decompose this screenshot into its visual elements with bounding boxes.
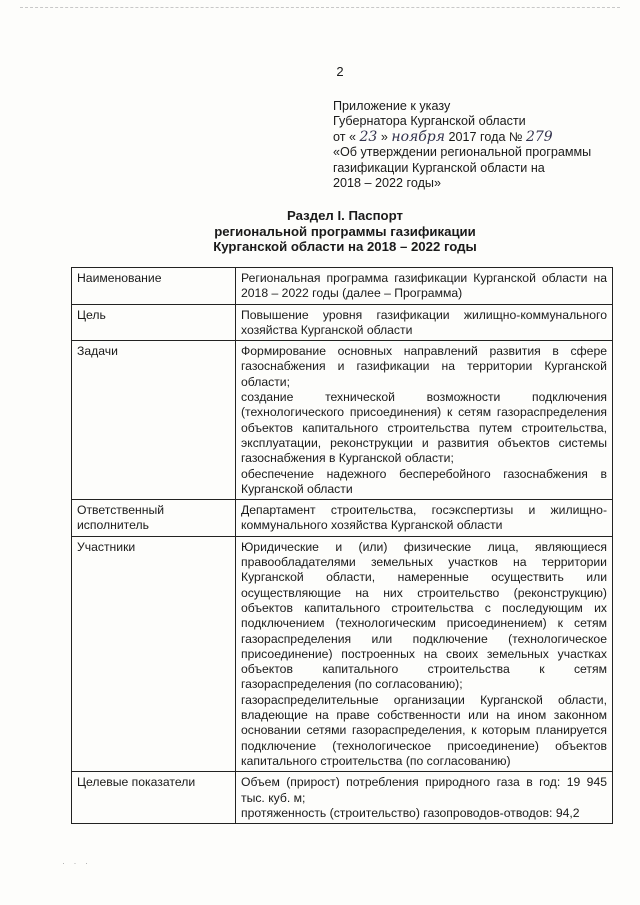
row-label: Участники: [72, 536, 236, 771]
row-label: Цель: [72, 304, 236, 341]
table-row: [72, 536, 613, 771]
handwritten-day: 23: [359, 128, 378, 145]
row-label: Целевые показатели: [72, 772, 236, 824]
page-number: 2: [336, 64, 344, 79]
table-row: [72, 304, 613, 341]
scan-bottom-mark: · · ·: [62, 858, 91, 868]
row-value: [236, 341, 613, 500]
section-title-line-2: региональной программы газификации: [214, 223, 476, 239]
row-value: [236, 500, 613, 537]
row-value-paragraph: Повышение уровня газификации жилищно-коммунального хозяйства Курганской области: [241, 307, 607, 337]
row-value-paragraph: протяженность (строительство) газопроводов-отводов: 94,2: [241, 805, 580, 820]
table-row: [72, 268, 613, 305]
row-value: [236, 772, 613, 824]
row-value-paragraph: обеспечение надежного бесперебойного газоснабжения в Курганской области: [241, 466, 607, 496]
row-value-paragraph: Юридические и (или) физические лица, являющиеся правообладателями земельных участков на территории Курганской области, намеренные осуществить или осуществляющие на них строительство (реконструкцию) объектов капитального строительства с последующим их подключением (технологическим присоединением) к сетям газораспределения или подключение (технологическое присоединение) построенных на своих земельных участках объектов капитального строительства к сетям газораспределения (по согласованию);: [241, 539, 607, 692]
table-row: [72, 500, 613, 537]
scan-top-edge-marks: [20, 7, 620, 10]
appendix-date-line: [333, 130, 623, 145]
row-value: [236, 536, 613, 771]
row-value-paragraph: Объем (прирост) потребления природного газа в год: 19 945 тыс. куб. м;: [241, 775, 607, 805]
section-title-line-3: Курганской области на 2018 – 2022 годы: [213, 239, 477, 255]
appendix-header: [333, 99, 623, 191]
row-label: Задачи: [72, 341, 236, 500]
row-value: [236, 304, 613, 341]
section-title: [80, 208, 610, 255]
appendix-line-1: Приложение к указу: [333, 99, 451, 113]
table-row: [72, 341, 613, 500]
date-mid: »: [380, 129, 388, 144]
appendix-title-line-3: 2018 – 2022 годы»: [333, 176, 441, 191]
appendix-title-line-2: газификации Курганской области на: [333, 160, 545, 175]
row-value-paragraph: Региональная программа газификации Курганской области на 2018 – 2022 годы (далее – Программа): [241, 271, 607, 301]
handwritten-doc-number: 279: [525, 128, 553, 145]
passport-table: [71, 267, 613, 824]
section-title-line-1: Раздел I. Паспорт: [287, 208, 403, 223]
row-value-paragraph: Формирование основных направлений развития в сфере газоснабжения и газификации на территории Курганской области;: [241, 344, 607, 389]
row-value: [236, 268, 613, 305]
appendix-title-line-1: «Об утверждении региональной программы: [333, 145, 592, 160]
date-prefix: от «: [333, 129, 356, 144]
appendix-line-2: Губернатора Курганской области: [333, 114, 526, 129]
table-row: [72, 772, 613, 824]
date-year: 2017 года №: [448, 129, 523, 144]
row-label: Наименование: [72, 268, 236, 305]
handwritten-month: ноября: [391, 128, 446, 145]
row-label: Ответственный исполнитель: [72, 500, 236, 537]
row-value-paragraph: Департамент строительства, госэкспертизы и жилищно-коммунального хозяйства Курганской области: [241, 503, 607, 533]
row-value-paragraph: создание технической возможности подключения (технологического присоединения) к сетям газораспределения объектов капитального строительства путем строительства, эксплуатации, реконструкции и развития объектов системы газоснабжения в Курганской области;: [241, 390, 607, 466]
row-value-paragraph: газораспределительные организации Курганской области, владеющие на праве собственности или на ином законном основании сетями газораспределения, к которым планируется подключение (технологическое присоединение) объектов капитального строительства (по согласованию): [241, 692, 607, 768]
